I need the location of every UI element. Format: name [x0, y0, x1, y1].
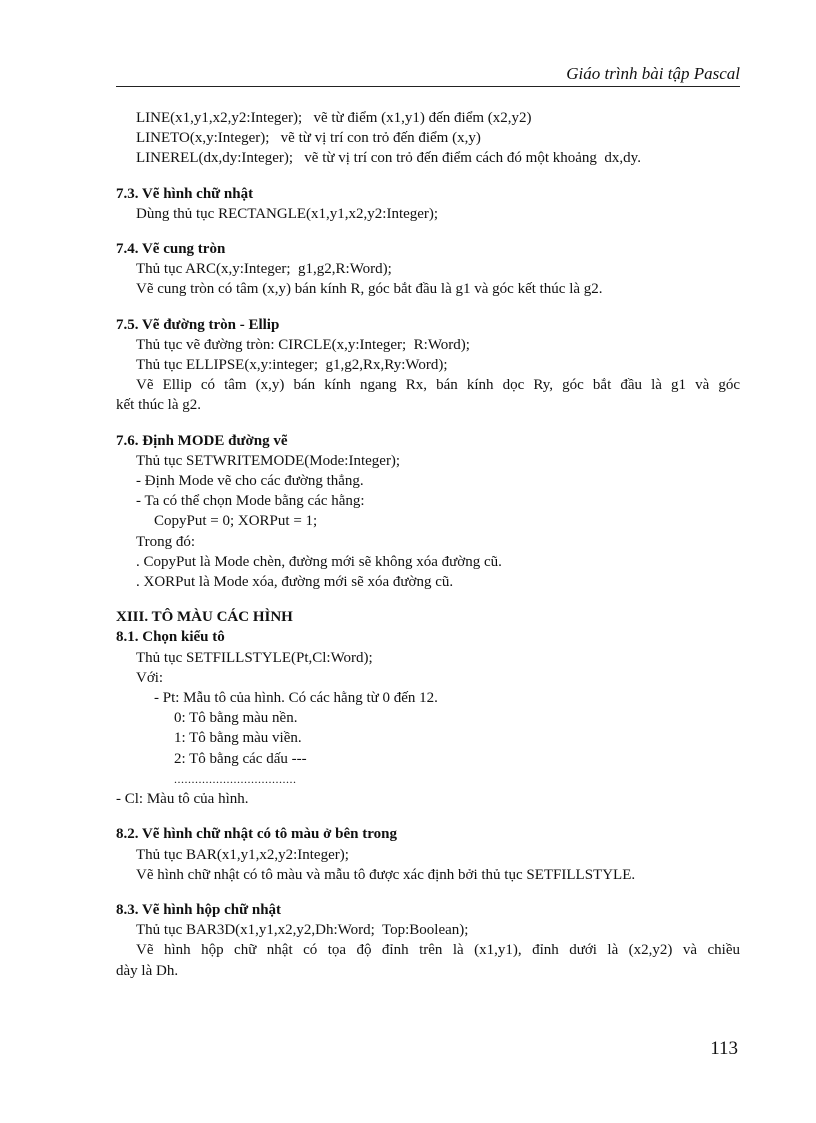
paragraph-line: Thủ tục ELLIPSE(x,y:integer; g1,g2,Rx,Ry:Word); — [136, 357, 448, 374]
paragraph-line: - Định Mode vẽ cho các đường thẳng. — [136, 473, 364, 490]
section-heading-7-4: 7.4. Vẽ cung tròn — [116, 241, 226, 258]
paragraph-line: kết thúc là g2. — [116, 397, 201, 414]
paragraph-line: Với: — [136, 669, 164, 686]
paragraph-line: 1: Tô bằng màu viền. — [174, 730, 302, 747]
intro-line: LINETO(x,y:Integer); vẽ từ vị trí con trỏ đến điểm (x,y) — [136, 130, 481, 147]
intro-line: LINE(x1,y1,x2,y2:Integer); vẽ từ điểm (x1,y1) đến điểm (x2,y2) — [136, 110, 532, 126]
paragraph-line: CopyPut = 0; XORPut = 1; — [154, 513, 318, 530]
page-body — [116, 108, 740, 981]
paragraph-line: Vẽ Ellip có tâm (x,y) bán kính ngang Rx, bán kính dọc Ry, góc bắt đầu là g1 và góc — [136, 377, 740, 394]
paragraph-line: - Ta có thể chọn Mode bằng các hằng: — [136, 493, 365, 510]
paragraph-line: Thủ tục vẽ đường tròn: CIRCLE(x,y:Integer; R:Word); — [136, 336, 470, 353]
page-number: 113 — [710, 1038, 738, 1059]
paragraph-line: Thủ tục BAR(x1,y1,x2,y2:Integer); — [136, 846, 349, 863]
paragraph-line: 0: Tô bằng màu nền. — [174, 710, 298, 727]
paragraph-line: Thủ tục SETFILLSTYLE(Pt,Cl:Word); — [136, 649, 373, 666]
dotted-line: ................................... — [174, 771, 297, 786]
paragraph-line: - Pt: Mẫu tô của hình. Có các hằng từ 0 đến 12. — [154, 690, 438, 707]
paragraph-line: Trong đó: — [136, 533, 196, 550]
paragraph-line: - Cl: Màu tô của hình. — [116, 791, 249, 808]
section-heading-7-3: 7.3. Vẽ hình chữ nhật — [116, 185, 254, 202]
chapter-heading: XIII. TÔ MÀU CÁC HÌNH — [116, 609, 293, 626]
paragraph-line: Vẽ hình chữ nhật có tô màu và mẫu tô được xác định bởi thủ tục SETFILLSTYLE. — [136, 866, 636, 883]
header-title: Giáo trình bài tập Pascal — [566, 64, 740, 83]
section-heading-8-1: 8.1. Chọn kiểu tô — [116, 629, 225, 646]
intro-line: LINEREL(dx,dy:Integer); vẽ từ vị trí con trỏ đến điểm cách đó một khoảng dx,dy. — [136, 150, 641, 167]
paragraph-line: Vẽ cung tròn có tâm (x,y) bán kính R, góc bắt đầu là g1 và góc kết thúc là g2. — [136, 281, 603, 298]
section-heading-7-6: 7.6. Định MODE đường vẽ — [116, 432, 288, 449]
paragraph-line: . XORPut là Mode xóa, đường mới sẽ xóa đường cũ. — [136, 574, 454, 591]
paragraph-line: Thủ tục BAR3D(x1,y1,x2,y2,Dh:Word; Top:Boolean); — [136, 922, 469, 939]
section-heading-8-2: 8.2. Vẽ hình chữ nhật có tô màu ở bên trong — [116, 826, 397, 843]
page-header — [116, 64, 740, 87]
paragraph-line: Thủ tục ARC(x,y:Integer; g1,g2,R:Word); — [136, 261, 392, 278]
paragraph-line: Dùng thủ tục RECTANGLE(x1,y1,x2,y2:Integer); — [136, 205, 439, 222]
paragraph-line: 2: Tô bằng các dấu --- — [174, 750, 307, 767]
section-heading-7-5: 7.5. Vẽ đường tròn - Ellip — [116, 316, 280, 333]
paragraph-line: Vẽ hình hộp chữ nhật có tọa độ đỉnh trên là (x1,y1), đỉnh dưới là (x2,y2) và chiều — [136, 942, 740, 959]
section-heading-8-3: 8.3. Vẽ hình hộp chữ nhật — [116, 901, 282, 918]
paragraph-line: . CopyPut là Mode chèn, đường mới sẽ không xóa đường cũ. — [136, 553, 502, 570]
paragraph-line: Thủ tục SETWRITEMODE(Mode:Integer); — [136, 452, 401, 469]
paragraph-line: dày là Dh. — [116, 962, 179, 979]
